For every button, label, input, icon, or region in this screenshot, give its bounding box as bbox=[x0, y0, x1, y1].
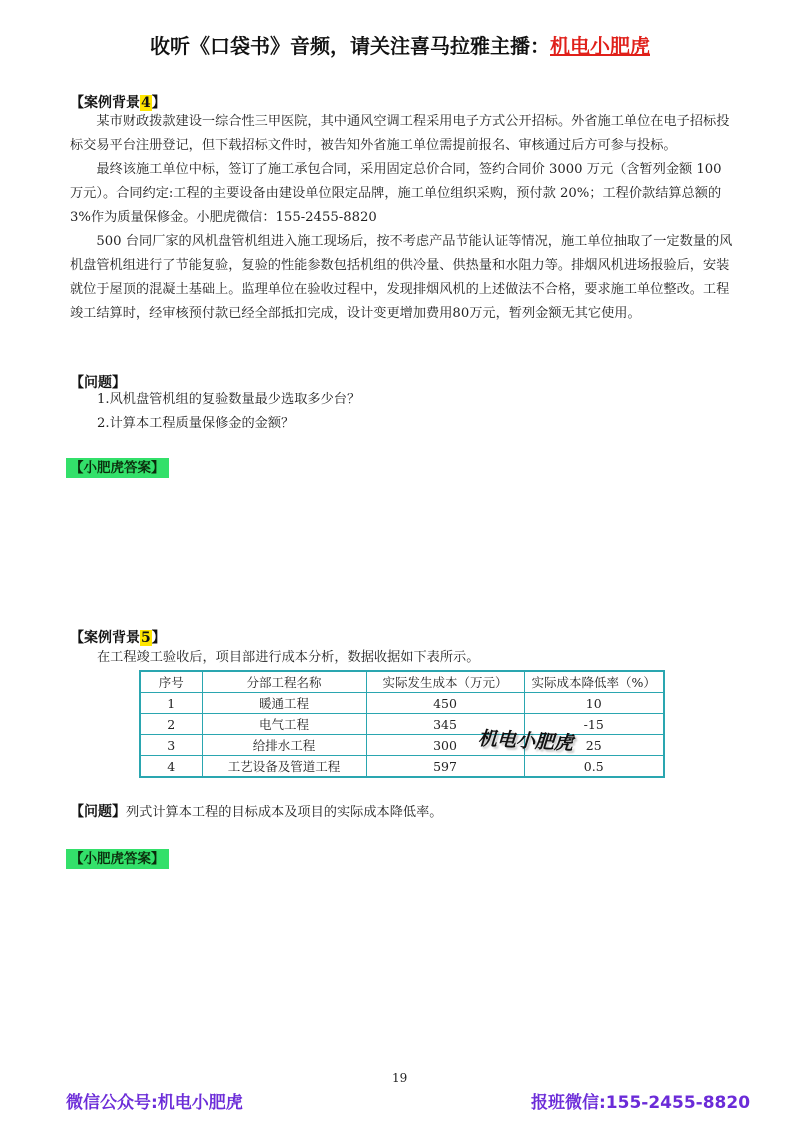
table-row bbox=[140, 756, 664, 778]
header-brand-link[interactable]: 机电小肥虎 bbox=[550, 34, 650, 58]
case5-title-number: 5 bbox=[141, 630, 151, 646]
table-cell: -15 bbox=[524, 714, 664, 735]
table-cell: 3 bbox=[140, 735, 202, 756]
table-row bbox=[140, 735, 664, 756]
case4-questions-title: 【问题】 bbox=[70, 375, 126, 391]
table-cell: 工艺设备及管道工程 bbox=[202, 756, 366, 778]
case4-title bbox=[70, 92, 166, 112]
table-cell: 345 bbox=[366, 714, 524, 735]
table-header-cell: 分部工程名称 bbox=[202, 671, 366, 693]
case5-title-suffix: 】 bbox=[151, 630, 166, 646]
page-number: 19 bbox=[392, 1071, 408, 1085]
table-header-cell: 序号 bbox=[140, 671, 202, 693]
case4-paragraph: 最终该施工单位中标，签订了施工承包合同，采用固定总价合同，签约合同价 3000 万元（含暂列金额 100 万元）。合同约定:工程的主要设备由建设单位限定品牌，施工单位组织采购，预付款 20%；工程价款结算总额的 3%作为质量保修金。小肥虎微信：155-2455-8820 bbox=[70, 162, 722, 225]
table-cell: 300 bbox=[366, 735, 524, 756]
case4-paragraph: 某市财政拨款建设一综合性三甲医院，其中通风空调工程采用电子方式公开招标。外省施工单位在电子招标投标交易平台注册登记，但下载招标文件时，被告知外省施工单位需提前报名、审核通过后方可参与投标。 bbox=[70, 114, 730, 153]
answer-tag-label: 【小肥虎答案】 bbox=[66, 849, 169, 869]
case5-answer-tag bbox=[66, 847, 169, 867]
case4-title-number: 4 bbox=[141, 95, 151, 111]
cost-table bbox=[139, 670, 665, 778]
case5-title bbox=[70, 627, 166, 647]
case4-background bbox=[70, 110, 736, 326]
case4-question: 2.计算本工程质量保修金的金额？ bbox=[97, 416, 295, 431]
table-cell: 597 bbox=[366, 756, 524, 778]
table-cell: 450 bbox=[366, 693, 524, 714]
table-cell: 暖通工程 bbox=[202, 693, 366, 714]
footer-enroll-wechat: 报班微信:155-2455-8820 bbox=[531, 1093, 751, 1113]
table-cell: 25 bbox=[524, 735, 664, 756]
case4-paragraph: 500 台同厂家的风机盘管机组进入施工现场后，按不考虑产品节能认证等情况，施工单位抽取了一定数量的风机盘管机组进行了节能复验，复验的性能参数包括机组的供冷量、供热量和水阻力等。排烟风机进场报验后，安装就位于屋顶的混凝土基础上。监理单位在验收过程中，发现排烟风机的上述做法不合格，要求施工单位整改。工程竣工结算时，经审核预付款已经全部抵扣完成，设计变更增加费用80万元，暂列金额无其它使用。 bbox=[70, 234, 733, 321]
case5-question-label: 【问题】 bbox=[70, 804, 126, 820]
table-header-cell: 实际发生成本（万元） bbox=[366, 671, 524, 693]
case5-intro: 在工程竣工验收后，项目部进行成本分析，数据收据如下表所示。 bbox=[97, 650, 480, 665]
footer-wechat-account: 微信公众号:机电小肥虎 bbox=[66, 1093, 243, 1113]
case5-question-text: 列式计算本工程的目标成本及项目的实际成本降低率。 bbox=[126, 805, 443, 820]
answer-tag-label: 【小肥虎答案】 bbox=[66, 458, 169, 478]
cost-table-wrapper bbox=[139, 670, 665, 778]
table-cell: 4 bbox=[140, 756, 202, 778]
case4-answer-tag bbox=[66, 456, 169, 476]
table-cell: 1 bbox=[140, 693, 202, 714]
table-cell: 给排水工程 bbox=[202, 735, 366, 756]
case4-title-suffix: 】 bbox=[151, 95, 166, 111]
table-row bbox=[140, 714, 664, 735]
case5-question bbox=[70, 800, 443, 825]
table-cell: 10 bbox=[524, 693, 664, 714]
table-cell: 0.5 bbox=[524, 756, 664, 778]
table-cell: 电气工程 bbox=[202, 714, 366, 735]
case4-title-prefix: 【案例背景 bbox=[70, 95, 140, 111]
case4-question: 1.风机盘管机组的复验数量最少选取多少台？ bbox=[97, 392, 361, 407]
header-prefix: 收听《口袋书》音频，请关注喜马拉雅主播： bbox=[150, 34, 550, 58]
table-row bbox=[140, 693, 664, 714]
table-cell: 2 bbox=[140, 714, 202, 735]
table-header-row bbox=[140, 671, 664, 693]
table-header-cell: 实际成本降低率（%） bbox=[524, 671, 664, 693]
case5-title-prefix: 【案例背景 bbox=[70, 630, 140, 646]
page-header bbox=[0, 30, 800, 59]
watermark-stamp: 机电小肥虎 bbox=[477, 727, 574, 755]
